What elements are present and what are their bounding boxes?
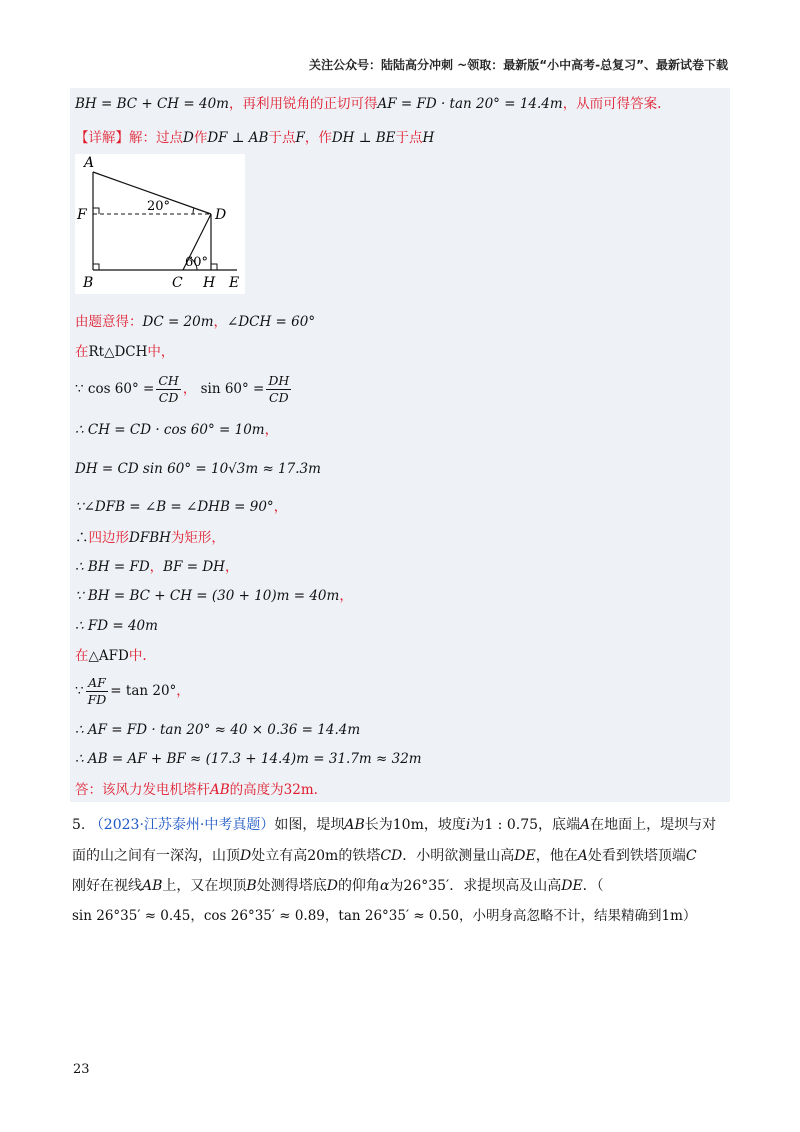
math-right-angles: ∵∠DFB = ∠B = ∠DHB = 90° <box>75 499 274 515</box>
q-text: ．小明欲测量山高 <box>402 848 515 864</box>
q-math: B <box>246 878 257 894</box>
step-ratios <box>75 372 293 406</box>
q-text: 处测得塔底 <box>256 878 327 894</box>
right-angle-b <box>93 264 99 270</box>
detail-yu1: 于点 <box>268 130 296 146</box>
label-angle-60: 60° <box>185 255 209 270</box>
math-ab-value: ∴ AB = AF + BF ≈ (17.3 + 14.4)m = 31.7m ≈ 32m <box>75 751 422 767</box>
frac-af-fd <box>86 675 109 708</box>
label-b: B <box>83 275 94 291</box>
answer-text: 答：该风力发电机塔杆 <box>75 782 210 798</box>
detail-label: 【详解】 <box>75 130 129 146</box>
sep: ， <box>149 559 164 575</box>
answer-mid: 的高度为 <box>229 782 284 798</box>
sep: ， <box>273 499 288 515</box>
math-rt-dch: Rt△DCH <box>88 344 148 360</box>
math-sin60: sin 60° = <box>200 381 265 397</box>
q-text: 为 <box>389 878 404 894</box>
sep: ， <box>224 559 239 575</box>
q-text: 的仰角 <box>337 878 380 894</box>
question-line-1 <box>72 814 716 836</box>
text-tangent: ，再利用锐角的正切可得 <box>228 96 378 112</box>
question-source: （2023·江苏泰州·中考真题） <box>89 817 275 833</box>
step-ab <box>75 749 422 769</box>
answer-ab: AB <box>210 782 230 798</box>
step-tan <box>75 674 190 708</box>
frac-den: FD <box>87 692 107 707</box>
page-number: 23 <box>73 1062 90 1077</box>
math-bh-fd: ∴ BH = FD <box>75 559 150 575</box>
q-text: 刚好在视线 <box>72 878 142 894</box>
sep: ， <box>182 381 197 397</box>
question-number: 5. <box>72 817 86 833</box>
q-text: 处看到铁塔顶端 <box>587 848 686 864</box>
detail-point-d: D <box>183 130 194 146</box>
frac-den: CD <box>158 390 179 405</box>
step-in-triangle <box>75 342 174 362</box>
q-text: 如图，堤坝 <box>274 817 345 833</box>
q-text: 长为 <box>364 817 393 833</box>
solution-line-1 <box>75 94 661 114</box>
frac-den: CD <box>269 390 289 405</box>
q-math: D <box>326 878 338 894</box>
math-bf-dh: BF = DH <box>163 559 225 575</box>
q-math: 26°35′ <box>403 878 450 894</box>
q-math: 10m <box>392 817 424 833</box>
label-angle-20: 20° <box>147 199 171 214</box>
text-is-rectangle: 为矩形， <box>170 530 225 546</box>
q-math: D <box>240 848 252 864</box>
geometry-svg <box>75 154 245 294</box>
step-in-afd <box>75 646 147 666</box>
math-dh: DH = CD sin 60° = 10√3m ≈ 17.3m <box>75 461 321 477</box>
math-af-value: ∴ AF = FD · tan 20° ≈ 40 × 0.36 = 14.4m <box>75 722 361 738</box>
therefore-symbol: ∴ <box>75 530 89 546</box>
sep: ， <box>176 683 190 699</box>
because-symbol: ∵ <box>75 381 84 397</box>
math-bh-sum: ∵ BH = BC + CH = (30 + 10)m = 40m <box>75 588 340 604</box>
sep: ， <box>213 314 228 330</box>
step-dh <box>75 459 321 479</box>
math-tan20: = tan 20° <box>110 683 177 699</box>
sep: ， <box>339 588 353 604</box>
math-ch: ∴ CH = CD · cos 60° = 10m <box>75 422 265 438</box>
q-text: ，坡度 <box>423 817 466 833</box>
q-text: ， <box>190 908 204 924</box>
q-text: ，小明身高忽略不计，结果精确到 <box>459 908 662 924</box>
step-right-angles <box>75 497 287 517</box>
q-math: DE <box>514 848 536 864</box>
math-af: AF = FD · tan 20° = 14.4m <box>377 96 563 112</box>
math-afd: △AFD <box>88 648 129 664</box>
text-given: 由题意得： <box>75 314 143 330</box>
question-line-4 <box>72 905 696 927</box>
geometry-figure <box>75 154 245 294</box>
question-line-3 <box>72 875 604 897</box>
q-math: 20m <box>307 848 339 864</box>
frac-dh-cd <box>266 373 291 406</box>
frac-num: CH <box>158 373 179 388</box>
answer-end: . <box>313 782 318 798</box>
q-math: tan 26°35′ ≈ 0.50 <box>338 908 459 924</box>
math-bh: BH = BC + CH = 40m <box>75 96 229 112</box>
text-zhong: 中， <box>147 344 175 360</box>
step-bh <box>75 586 353 606</box>
math-fd: ∴ FD = 40m <box>75 618 158 634</box>
step-fd <box>75 616 158 636</box>
page-header: 关注公众号：陆陆高分冲刺 ~领取：最新版“小中高考-总复习”、最新试卷下载 <box>309 58 728 72</box>
angle-arc-20 <box>193 208 194 215</box>
q-math: C <box>685 848 697 864</box>
frac-num: AF <box>86 675 109 692</box>
step-equal-sides <box>75 557 238 577</box>
q-math: α <box>379 878 390 894</box>
frac-ch-cd <box>156 373 180 406</box>
text-quadrilateral: 四边形 <box>88 530 129 546</box>
step-given <box>75 312 315 332</box>
detail-point-f: F <box>295 130 305 146</box>
text-in: 在 <box>75 344 89 360</box>
q-text: ．求提坝高及山高 <box>449 878 562 894</box>
q-text: ， <box>324 908 339 924</box>
q-text: ．（ <box>582 878 604 894</box>
math-cos60: cos 60° = <box>87 381 155 397</box>
q-text: 的铁塔 <box>338 848 381 864</box>
q-math: AB <box>344 817 365 833</box>
because-symbol: ∵ <box>75 683 84 699</box>
label-h: H <box>203 275 216 291</box>
detail-zuo2: ，作 <box>304 130 332 146</box>
math-angle-dch: ∠DCH = 60° <box>227 314 316 330</box>
label-f: F <box>77 207 87 223</box>
q-math: 1 : 0.75 <box>484 817 539 833</box>
q-text: ，他在 <box>535 848 578 864</box>
step-rectangle <box>75 528 225 548</box>
math-dc: DC = 20m <box>142 314 214 330</box>
step-ch <box>75 420 278 440</box>
label-e: E <box>229 275 240 291</box>
q-text: 面的山之间有一深沟，山顶 <box>72 848 240 864</box>
text-answer-hint: ，从而可得答案. <box>562 96 662 112</box>
q-math: A <box>580 817 591 833</box>
detail-text: 解：过点 <box>129 130 183 146</box>
q-math: AB <box>142 878 163 894</box>
q-text: 上，又在坝顶 <box>162 878 247 894</box>
q-text: 处立有高 <box>251 848 308 864</box>
detail-line <box>75 128 434 148</box>
detail-df: DF ⊥ AB <box>207 130 269 146</box>
sep: ， <box>264 422 279 438</box>
step-af <box>75 720 360 740</box>
text-in: 在 <box>75 648 89 664</box>
frac-num: DH <box>268 373 290 388</box>
q-math: 1m <box>661 908 683 924</box>
q-math: DE <box>561 878 583 894</box>
math-dfbh: DFBH <box>129 530 171 546</box>
detail-dh: DH ⊥ BE <box>331 130 396 146</box>
detail-yu2: 于点 <box>395 130 423 146</box>
answer-line <box>75 780 318 800</box>
q-math: A <box>577 848 588 864</box>
q-math: sin 26°35′ ≈ 0.45 <box>72 908 191 924</box>
q-text: 在地面上，堤坝与对 <box>590 817 717 833</box>
right-angle-h <box>211 264 217 270</box>
text-zhong: 中. <box>128 648 147 664</box>
q-text: ，底端 <box>538 817 581 833</box>
question-line-2 <box>72 845 697 867</box>
q-math: cos 26°35′ ≈ 0.89 <box>203 908 325 924</box>
q-math: i <box>465 817 471 833</box>
detail-point-h: H <box>422 130 435 146</box>
label-a: A <box>84 155 95 171</box>
q-text: 为 <box>470 817 485 833</box>
q-text: ） <box>682 908 697 924</box>
q-math: CD <box>380 848 403 864</box>
label-c: C <box>172 275 183 291</box>
right-angle-f <box>93 208 99 214</box>
label-d: D <box>215 207 227 223</box>
detail-zuo1: 作 <box>193 130 208 146</box>
answer-value: 32m <box>283 782 314 798</box>
